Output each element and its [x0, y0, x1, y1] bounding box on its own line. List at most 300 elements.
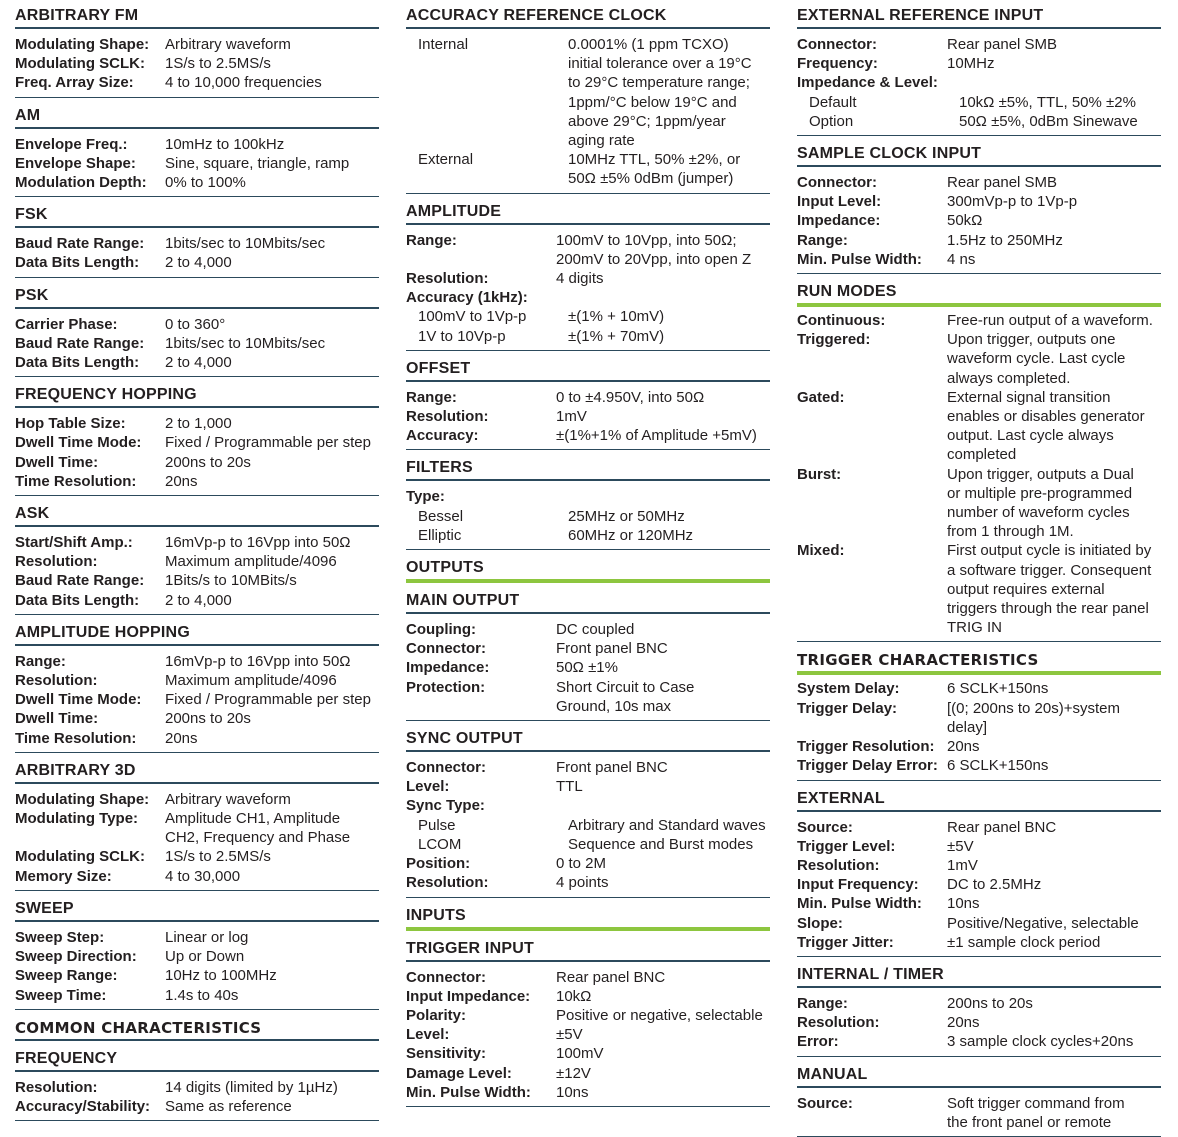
spec-value-line: 2 to 4,000 — [165, 591, 232, 609]
spec-value-line: 10Hz to 100MHz — [165, 967, 277, 985]
spec-row — [406, 288, 770, 307]
spec-row — [406, 835, 770, 854]
spec-value-line: 16mVp-p to 16Vpp into 50Ω — [165, 652, 351, 670]
spec-value-line: 2 to 1,000 — [165, 415, 232, 433]
spec-value-line: [(0; 200ns to 20s)+system delay] — [947, 699, 1120, 736]
spec-row — [15, 154, 379, 173]
spec-value-line: 4 to 10,000 frequencies — [165, 74, 322, 92]
spec-value — [165, 135, 379, 154]
spec-value-line: 16mVp-p to 16Vpp into 50Ω — [165, 534, 351, 552]
section-heading: TRIGGER INPUT — [406, 939, 534, 957]
spec-label: Data Bits Length: — [15, 254, 140, 272]
spec-value — [947, 73, 1161, 92]
spec-row — [406, 678, 770, 716]
section-heading: AM — [15, 106, 41, 124]
spec-value — [556, 1044, 770, 1063]
spec-value-line: 1bits/sec to 10Mbits/sec — [165, 235, 326, 253]
spec-rows — [406, 758, 770, 897]
spec-value-line: 10MHz — [947, 55, 995, 73]
spec-row — [15, 690, 379, 709]
spec-row — [15, 73, 379, 92]
spec-value-line: 1S/s to 2.5MS/s — [165, 55, 271, 73]
spec-value-line: Front panel BNC — [556, 640, 668, 658]
spec-value — [947, 875, 1161, 894]
section-heading: EXTERNAL — [797, 789, 885, 807]
spec-row — [406, 816, 770, 835]
spec-value — [165, 315, 379, 334]
spec-label: Resolution: — [797, 1014, 880, 1032]
spec-label: Baud Rate Range: — [15, 572, 145, 590]
spec-label: Baud Rate Range: — [15, 235, 145, 253]
spec-value — [556, 873, 770, 892]
spec-rows — [15, 1078, 379, 1121]
section-sweep — [15, 898, 379, 1010]
section-heading: OFFSET — [406, 359, 471, 377]
spec-label: Elliptic — [418, 526, 462, 544]
spec-row — [15, 414, 379, 433]
spec-label: Hop Table Size: — [15, 415, 126, 433]
section-heading: EXTERNAL REFERENCE INPUT — [797, 7, 1044, 24]
spec-value — [947, 330, 1161, 388]
spec-value — [947, 388, 1161, 465]
spec-value-line: Upon trigger, outputs a Dual — [947, 465, 1134, 483]
spec-value-line: 25MHz or 50MHz — [568, 507, 685, 525]
spec-value — [165, 253, 379, 272]
spec-label: Modulating SCLK: — [15, 848, 145, 866]
spec-label: Envelope Shape: — [15, 154, 136, 172]
spec-value-line: 4 digits — [556, 270, 604, 288]
section-heading: MANUAL — [797, 1065, 868, 1083]
spec-label: Resolution: — [15, 1078, 98, 1096]
spec-value-line: Fixed / Programmable per step — [165, 434, 371, 452]
spec-value — [556, 758, 770, 777]
spec-value-line: Maximum amplitude/4096 — [165, 553, 337, 571]
spec-row — [797, 1032, 1161, 1051]
section-divider — [797, 810, 1161, 812]
spec-value — [165, 35, 379, 54]
spec-rows — [406, 231, 770, 351]
spec-rows — [15, 928, 379, 1010]
spec-label: Source: — [797, 818, 853, 836]
spec-value — [556, 231, 770, 269]
spec-value-line: 1S/s to 2.5MS/s — [165, 848, 271, 866]
spec-row — [406, 526, 770, 545]
spec-row — [797, 837, 1161, 856]
spec-value — [165, 433, 379, 452]
spec-label: Min. Pulse Width: — [406, 1083, 531, 1101]
spec-value — [947, 311, 1161, 330]
section-outputs — [406, 557, 770, 583]
section-divider — [15, 782, 379, 784]
spec-label: Connector: — [797, 174, 877, 192]
spec-label: Freq. Array Size: — [15, 74, 134, 92]
spec-value-line: ±(1% + 10mV) — [568, 308, 665, 326]
spec-value — [165, 234, 379, 253]
spec-label: Impedance: — [797, 212, 881, 230]
spec-value — [165, 173, 379, 192]
spec-value — [947, 737, 1161, 756]
spec-label: Min. Pulse Width: — [797, 895, 922, 913]
section-frequency-hopping — [15, 384, 379, 496]
section-arbitrary-fm — [15, 5, 379, 98]
spec-rows — [15, 135, 379, 198]
spec-label: Pulse — [418, 816, 456, 834]
section-internal-timer — [797, 964, 1161, 1057]
spec-value — [947, 894, 1161, 913]
spec-label: Connector: — [406, 759, 486, 777]
spec-value-line: 100mV to 10Vpp, into 50Ω; — [556, 231, 737, 249]
spec-label: Connector: — [406, 640, 486, 658]
spec-rows — [15, 315, 379, 378]
spec-value-line: ±12V — [556, 1064, 591, 1082]
section-divider — [15, 525, 379, 527]
spec-value-line: 2 to 4,000 — [165, 354, 232, 372]
spec-value — [947, 173, 1161, 192]
spec-value — [947, 699, 1161, 737]
spec-label: Resolution: — [406, 874, 489, 892]
spec-value — [947, 837, 1161, 856]
spec-row — [797, 388, 1161, 465]
spec-value-line: External signal transition — [947, 388, 1111, 406]
spec-value — [165, 790, 379, 809]
spec-value-line: from 1 through 1M. — [947, 523, 1074, 541]
spec-label: 1V to 10Vp-p — [418, 327, 506, 345]
section-offset — [406, 358, 770, 451]
spec-value — [568, 150, 770, 188]
spec-label: Impedance: — [406, 659, 490, 677]
spec-value-line: Front panel BNC — [556, 759, 668, 777]
spec-row — [797, 73, 1161, 92]
spec-value — [165, 453, 379, 472]
spec-value — [556, 796, 770, 815]
section-heading: PSK — [15, 286, 49, 304]
spec-value-line: a software trigger. Consequent — [947, 561, 1152, 579]
spec-value-line: 200mV to 20Vpp, into open Z — [556, 250, 752, 268]
spec-rows — [797, 994, 1161, 1057]
spec-value — [165, 154, 379, 173]
spec-value-line: 200ns to 20s — [165, 710, 251, 728]
spec-label: Type: — [406, 488, 445, 506]
spec-value — [165, 353, 379, 372]
spec-value — [947, 35, 1161, 54]
section-divider — [406, 223, 770, 225]
spec-row — [406, 507, 770, 526]
spec-label: Modulating Type: — [15, 810, 139, 828]
spec-label: Modulation Depth: — [15, 174, 147, 192]
spec-value-line: 0 to ±4.950V, into 50Ω — [556, 388, 705, 406]
spec-row — [15, 591, 379, 610]
spec-label: Connector: — [797, 36, 877, 53]
spec-row — [15, 453, 379, 472]
spec-label: Start/Shift Amp.: — [15, 534, 133, 552]
spec-value — [568, 35, 770, 150]
spec-label: Data Bits Length: — [15, 591, 140, 609]
spec-row — [15, 671, 379, 690]
spec-label: Level: — [406, 1026, 450, 1044]
spec-value — [947, 541, 1161, 637]
spec-value — [556, 777, 770, 796]
section-ask — [15, 503, 379, 615]
spec-value — [947, 914, 1161, 933]
spec-value — [947, 1032, 1161, 1051]
spec-value-line: Arbitrary and Standard waves — [568, 816, 766, 834]
spec-label: Input Impedance: — [406, 987, 531, 1005]
section-divider — [406, 960, 770, 962]
spec-label: Resolution: — [797, 856, 880, 874]
spec-label: External — [418, 151, 474, 169]
section-heading: FREQUENCY — [15, 1049, 118, 1067]
spec-label: Impedance & Level: — [797, 74, 938, 92]
spec-value — [947, 231, 1161, 250]
spec-value-line: Rear panel SMB — [947, 36, 1058, 53]
spec-label: Data Bits Length: — [15, 354, 140, 372]
spec-value-line: 4 ns — [947, 250, 976, 268]
spec-row — [797, 756, 1161, 775]
section-divider — [15, 1070, 379, 1072]
section-heading: TRIGGER CHARACTERISTICS — [797, 651, 1039, 670]
spec-row — [406, 1064, 770, 1083]
spec-value — [947, 192, 1161, 211]
spec-label: Slope: — [797, 914, 843, 932]
spec-value — [947, 756, 1161, 775]
spec-value-line: number of waveform cycles — [947, 504, 1130, 522]
spec-label: Internal — [418, 36, 469, 53]
spec-row — [797, 933, 1161, 952]
spec-value — [556, 1025, 770, 1044]
spec-value-line: Arbitrary waveform — [165, 36, 291, 53]
spec-label: Trigger Resolution: — [797, 738, 935, 756]
section-divider — [797, 165, 1161, 167]
spec-value — [556, 678, 770, 716]
spec-value — [556, 407, 770, 426]
spec-row — [406, 150, 770, 188]
spec-value — [165, 986, 379, 1005]
spec-label: Source: — [797, 1094, 853, 1112]
section-divider — [406, 612, 770, 614]
spec-rows — [797, 35, 1161, 136]
spec-value-line: 1bits/sec to 10Mbits/sec — [165, 334, 326, 352]
spec-value-line: Sine, square, triangle, ramp — [165, 154, 350, 172]
spec-value-line: 2 to 4,000 — [165, 254, 232, 272]
spec-label: Position: — [406, 855, 471, 873]
spec-value — [165, 54, 379, 73]
spec-row — [15, 809, 379, 847]
spec-value — [556, 388, 770, 407]
spec-value-line: 6 SCLK+150ns — [947, 680, 1049, 698]
spec-value — [568, 526, 770, 545]
spec-value — [165, 571, 379, 590]
spec-label: Triggered: — [797, 331, 871, 349]
spec-label: Sweep Time: — [15, 986, 107, 1004]
spec-label: Frequency: — [797, 55, 878, 73]
spec-row — [406, 388, 770, 407]
spec-value-line: Amplitude CH1, Amplitude — [165, 810, 341, 828]
spec-row — [797, 856, 1161, 875]
spec-label: Modulating SCLK: — [15, 55, 145, 73]
spec-value-line: 20ns — [947, 1014, 980, 1032]
spec-value — [556, 288, 770, 307]
section-amplitude-hopping — [15, 622, 379, 753]
spec-value-line: First output cycle is initiated by — [947, 542, 1152, 560]
spec-value-line: 10ns — [556, 1083, 589, 1101]
spec-row — [15, 234, 379, 253]
spec-value-line: Up or Down — [165, 948, 245, 966]
section-accuracy-reference-clock — [406, 5, 770, 194]
spec-rows — [15, 533, 379, 615]
spec-value-line: 20ns — [165, 472, 198, 490]
spec-value — [165, 847, 379, 866]
section-filters — [406, 457, 770, 550]
section-amplitude — [406, 201, 770, 351]
spec-label: Memory Size: — [15, 867, 112, 885]
spec-row — [406, 873, 770, 892]
spec-value — [165, 73, 379, 92]
section-divider — [406, 750, 770, 752]
spec-value — [947, 465, 1161, 542]
spec-label: Accuracy/Stability: — [15, 1097, 151, 1115]
spec-value-line: 10kΩ — [556, 987, 592, 1005]
section-heading: AMPLITUDE HOPPING — [15, 623, 190, 641]
spec-label: Baud Rate Range: — [15, 334, 145, 352]
spec-row — [15, 315, 379, 334]
section-sync-output — [406, 728, 770, 897]
spec-row — [15, 652, 379, 671]
spec-value-line: Ground, 10s max — [556, 697, 672, 715]
spec-row — [406, 777, 770, 796]
spec-value-line: 100mV — [556, 1045, 604, 1063]
section-external-reference-input — [797, 5, 1161, 136]
spec-row — [15, 1078, 379, 1097]
spec-row — [406, 796, 770, 815]
spec-row — [797, 93, 1161, 112]
section-trigger-characteristics — [797, 649, 1161, 780]
section-heading: FILTERS — [406, 459, 473, 477]
section-heading: ARBITRARY FM — [15, 7, 139, 24]
spec-value-line: Sequence and Burst modes — [568, 835, 754, 853]
spec-value-line: 0 to 2M — [556, 855, 607, 873]
spec-label: Sweep Range: — [15, 967, 118, 985]
spec-row — [406, 35, 770, 150]
spec-row — [15, 35, 379, 54]
spec-value-line: Rear panel BNC — [947, 818, 1057, 836]
spec-row — [15, 947, 379, 966]
spec-value — [165, 947, 379, 966]
spec-value-line: the front panel or remote — [947, 1113, 1112, 1131]
spec-value-line: Fixed / Programmable per step — [165, 691, 371, 709]
spec-row — [797, 192, 1161, 211]
spec-label: Bessel — [418, 507, 464, 525]
spec-row — [797, 231, 1161, 250]
spec-value-line: initial tolerance over a 19°C — [568, 55, 752, 73]
spec-value-line: output. Last cycle always — [947, 427, 1114, 445]
section-divider — [406, 380, 770, 382]
section-divider — [797, 27, 1161, 29]
spec-value — [165, 928, 379, 947]
spec-value — [165, 591, 379, 610]
spec-row — [406, 1025, 770, 1044]
spec-value-line: DC coupled — [556, 621, 635, 639]
spec-label: Gated: — [797, 388, 845, 406]
spec-value-line: 1mV — [947, 856, 978, 874]
section-heading: COMMON CHARACTERISTICS — [15, 1018, 262, 1037]
spec-label: Protection: — [406, 678, 486, 696]
spec-value — [568, 835, 770, 854]
spec-value-line: 1Bits/s to 10MBits/s — [165, 572, 297, 590]
spec-column-1 — [15, 0, 379, 1121]
spec-row — [406, 231, 770, 269]
spec-value-line: always completed. — [947, 369, 1071, 387]
spec-rows — [15, 234, 379, 277]
spec-value — [165, 552, 379, 571]
spec-row — [406, 968, 770, 987]
spec-value-line: Free-run output of a waveform. — [947, 312, 1153, 330]
section-heading: FSK — [15, 206, 48, 224]
section-heading: RUN MODES — [797, 283, 897, 301]
spec-label: Sweep Direction: — [15, 948, 137, 966]
spec-label: Continuous: — [797, 312, 886, 330]
spec-rows — [406, 968, 770, 1107]
spec-row — [797, 875, 1161, 894]
spec-value-line: ±5V — [556, 1026, 583, 1044]
section-divider — [15, 920, 379, 922]
spec-rows — [15, 35, 379, 98]
spec-value — [165, 652, 379, 671]
spec-value-line: 300mVp-p to 1Vp-p — [947, 193, 1078, 211]
spec-row — [797, 311, 1161, 330]
spec-value-line: 60MHz or 120MHz — [568, 526, 694, 544]
spec-value-line: triggers through the rear panel — [947, 600, 1149, 618]
section-heading: OUTPUTS — [406, 559, 484, 577]
spec-label: System Delay: — [797, 680, 900, 698]
spec-value — [165, 1097, 379, 1116]
spec-value-line: Positive/Negative, selectable — [947, 914, 1139, 932]
spec-value-line: or multiple pre-programmed — [947, 484, 1133, 502]
spec-value — [568, 307, 770, 326]
accent-divider — [797, 303, 1161, 307]
spec-value-line: 1.4s to 40s — [165, 986, 239, 1004]
spec-label: Sync Type: — [406, 797, 485, 815]
spec-row — [15, 334, 379, 353]
spec-value-line: Upon trigger, outputs one — [947, 331, 1116, 349]
section-heading: SWEEP — [15, 899, 74, 917]
spec-value-line: to 29°C temperature range; — [568, 74, 750, 92]
spec-label: Resolution: — [15, 553, 98, 571]
spec-value-line: Soft trigger command from — [947, 1094, 1125, 1112]
spec-row — [15, 173, 379, 192]
spec-row — [406, 1006, 770, 1025]
section-inputs — [406, 905, 770, 931]
spec-rows — [406, 487, 770, 550]
section-psk — [15, 285, 379, 378]
spec-value — [556, 639, 770, 658]
section-am — [15, 105, 379, 198]
spec-row — [406, 758, 770, 777]
spec-value — [165, 729, 379, 748]
section-divider — [15, 226, 379, 228]
section-divider — [797, 1086, 1161, 1088]
spec-row — [406, 620, 770, 639]
spec-value — [568, 507, 770, 526]
section-heading: SYNC OUTPUT — [406, 730, 523, 748]
spec-value-line: 1mV — [556, 408, 587, 426]
spec-value-line: above 29°C; 1ppm/year — [568, 112, 726, 130]
spec-value-line: ±(1%+1% of Amplitude +5mV) — [556, 427, 757, 445]
spec-row — [15, 552, 379, 571]
spec-value-line: ±1 sample clock period — [947, 933, 1101, 951]
spec-value — [556, 269, 770, 288]
spec-label: Accuracy: — [406, 427, 479, 445]
spec-value-line: 14 digits (limited by 1µHz) — [165, 1078, 338, 1096]
